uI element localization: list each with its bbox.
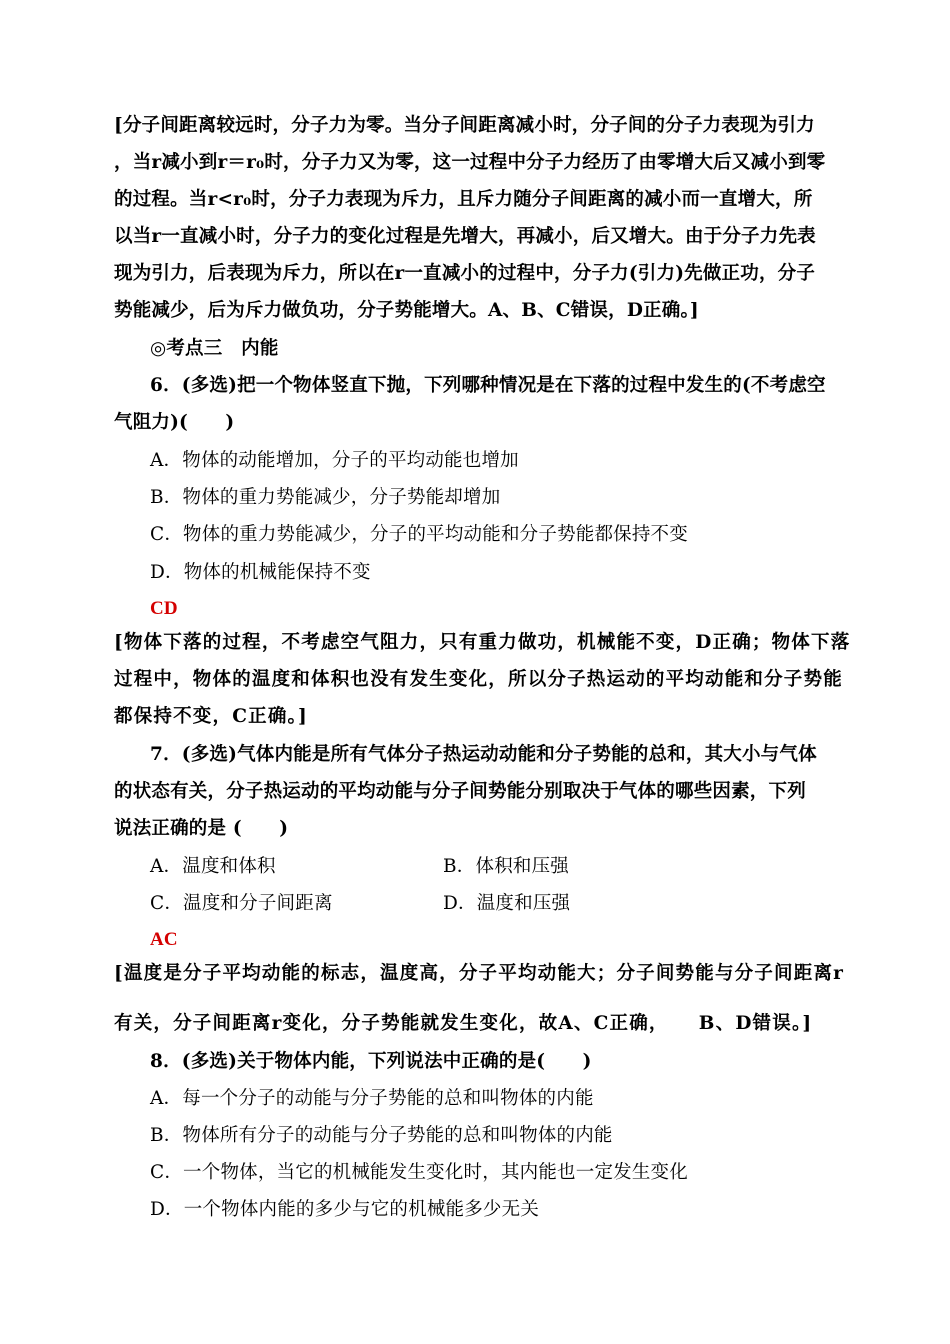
q5-explanation-line-3: 的过程。当r<r₀时，分子力表现为斥力，且斥力随分子间距离的减小而一直增大，所	[114, 189, 813, 210]
q5-explanation-line-1: [分子间距离较远时，分子力为零。当分子间距离减小时，分子间的分子力表现为引力	[114, 115, 815, 136]
q7-option-c: C．温度和分子间距离	[150, 893, 333, 914]
q6-answer: CD	[150, 598, 178, 619]
q6-stem-line-2: 气阻力)( )	[114, 412, 235, 433]
q6-explanation-line-3: 都保持不变，C正确。]	[114, 706, 308, 727]
q7-stem-line-3: 说法正确的是 ( )	[114, 818, 289, 839]
q7-option-b: B．体积和压强	[443, 856, 569, 877]
section-heading: ◎考点三 内能	[150, 338, 279, 359]
q7-option-d: D．温度和压强	[443, 893, 571, 914]
q8-option-d: D．一个物体内能的多少与它的机械能多少无关	[150, 1199, 540, 1220]
q5-explanation-line-2: ，当r减小到r＝r₀时，分子力又为零，这一过程中分子力经历了由零增大后又减小到零	[114, 152, 826, 173]
q7-explanation-line-1: [温度是分子平均动能的标志，温度高，分子平均动能大；分子间势能与分子间距离r	[114, 963, 845, 984]
q8-option-c: C．一个物体，当它的机械能发生变化时，其内能也一定发生变化	[150, 1162, 688, 1183]
q8-option-a: A．每一个分子的动能与分子势能的总和叫物体的内能	[150, 1088, 594, 1109]
q7-stem-line-2: 的状态有关，分子热运动的平均动能与分子间势能分别取决于气体的哪些因素，下列	[114, 781, 806, 802]
q5-explanation-line-4: 以当r一直减小时，分子力的变化过程是先增大，再减小，后又增大。由于分子力先表	[114, 226, 816, 247]
q6-option-c: C．物体的重力势能减少，分子的平均动能和分子势能都保持不变	[150, 524, 688, 545]
q7-answer: AC	[150, 929, 178, 950]
q6-stem-line-1: 6．(多选)把一个物体竖直下抛，下列哪种情况是在下落的过程中发生的(不考虑空	[150, 375, 826, 396]
q6-option-d: D．物体的机械能保持不变	[150, 562, 371, 583]
q6-option-a: A．物体的动能增加，分子的平均动能也增加	[150, 450, 519, 471]
q7-explanation-line-2: 有关，分子间距离r变化，分子势能就发生变化，故A、C正确， B、D错误。]	[114, 1013, 813, 1034]
q6-explanation-line-2: 过程中，物体的温度和体积也没有发生变化，所以分子热运动的平均动能和分子势能	[114, 669, 843, 690]
q7-stem-line-1: 7．(多选)气体内能是所有气体分子热运动动能和分子势能的总和，其大小与气体	[150, 744, 817, 765]
q6-option-b: B．物体的重力势能减少，分子势能却增加	[150, 487, 501, 508]
q8-stem-line-1: 8．(多选)关于物体内能，下列说法中正确的是( )	[150, 1051, 592, 1072]
q5-explanation-line-5: 现为引力，后表现为斥力，所以在r一直减小的过程中，分子力(引力)先做正功，分子	[114, 263, 816, 284]
q5-explanation-line-6: 势能减少，后为斥力做负功，分子势能增大。A、B、C错误，D正确。]	[114, 300, 699, 321]
q8-option-b: B．物体所有分子的动能与分子势能的总和叫物体的内能	[150, 1125, 613, 1146]
q7-option-a: A．温度和体积	[150, 856, 276, 877]
q6-explanation-line-1: [物体下落的过程，不考虑空气阻力，只有重力做功，机械能不变，D正确；物体下落	[114, 632, 851, 653]
